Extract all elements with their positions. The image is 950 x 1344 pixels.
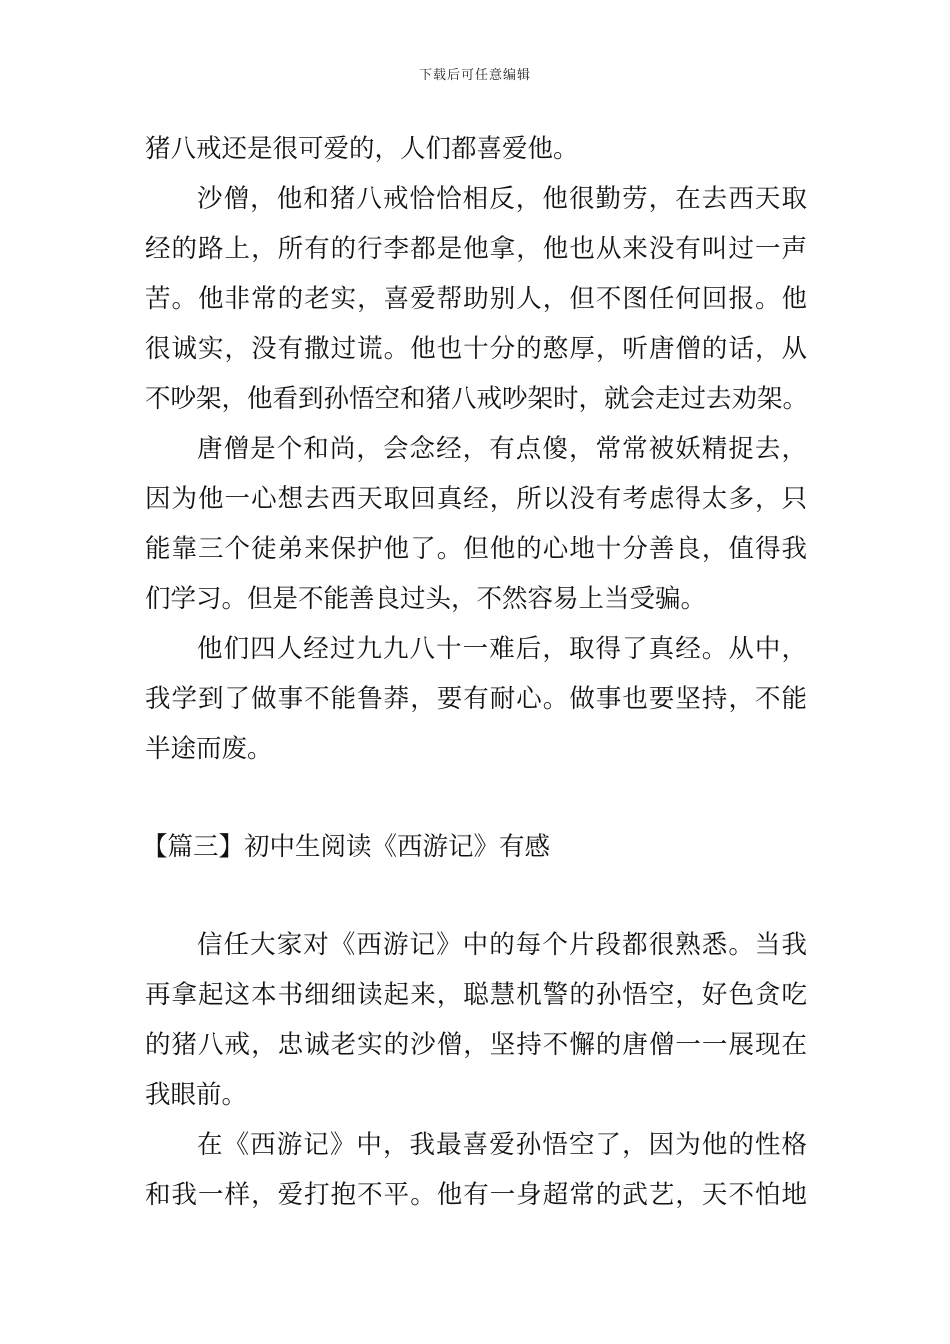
text-line: 们学习。但是不能善良过头，不然容易上当受骗。 bbox=[145, 584, 707, 614]
text-line: 和我一样，爱打抱不平。他有一身超常的武艺，天不怕地 bbox=[145, 1180, 807, 1210]
spacer bbox=[145, 774, 807, 822]
paragraph bbox=[145, 920, 807, 1120]
paragraph bbox=[145, 124, 807, 174]
text-line: 的猪八戒，忠诚老实的沙僧，坚持不懈的唐僧一一展现在 bbox=[145, 1030, 807, 1060]
text-line: 我学到了做事不能鲁莽，要有耐心。做事也要坚持，不能 bbox=[145, 684, 807, 714]
text-line: 很诚实，没有撒过谎。他也十分的憨厚，听唐僧的话，从 bbox=[145, 334, 807, 364]
page-header: 下载后可任意编辑 bbox=[418, 68, 531, 83]
text-line: 能靠三个徒弟来保护他了。但他的心地十分善良，值得我 bbox=[145, 534, 807, 564]
text-line: 苦。他非常的老实，喜爱帮助别人，但不图任何回报。他 bbox=[145, 284, 807, 314]
text-line: 他们四人经过九九八十一难后，取得了真经。从中， bbox=[197, 634, 807, 664]
spacer bbox=[145, 872, 807, 920]
paragraph bbox=[145, 174, 807, 424]
paragraph bbox=[145, 624, 807, 774]
text-line: 沙僧，他和猪八戒恰恰相反，他很勤劳，在去西天取 bbox=[197, 184, 807, 214]
text-line: 因为他一心想去西天取回真经，所以没有考虑得太多，只 bbox=[145, 484, 807, 514]
text-line: 猪八戒还是很可爱的，人们都喜爱他。 bbox=[145, 134, 579, 164]
text-line: 不吵架，他看到孙悟空和猪八戒吵架时，就会走过去劝架。 bbox=[145, 384, 809, 414]
section-heading: 【篇三】初中生阅读《西游记》有感 bbox=[142, 832, 551, 862]
text-line: 再拿起这本书细细读起来，聪慧机警的孙悟空，好色贪吃 bbox=[145, 980, 807, 1010]
text-line: 唐僧是个和尚，会念经，有点傻，常常被妖精捉去， bbox=[197, 434, 807, 464]
text-line: 在《西游记》中，我最喜爱孙悟空了，因为他的性格 bbox=[197, 1130, 807, 1160]
paragraph bbox=[145, 1120, 807, 1220]
text-line: 我眼前。 bbox=[145, 1080, 248, 1110]
text-line: 信任大家对《西游记》中的每个片段都很熟悉。当我 bbox=[197, 930, 807, 960]
document-body bbox=[142, 124, 809, 1220]
text-line: 半途而废。 bbox=[145, 734, 273, 764]
paragraph bbox=[145, 424, 807, 624]
text-line: 经的路上，所有的行李都是他拿，他也从来没有叫过一声 bbox=[145, 234, 807, 264]
